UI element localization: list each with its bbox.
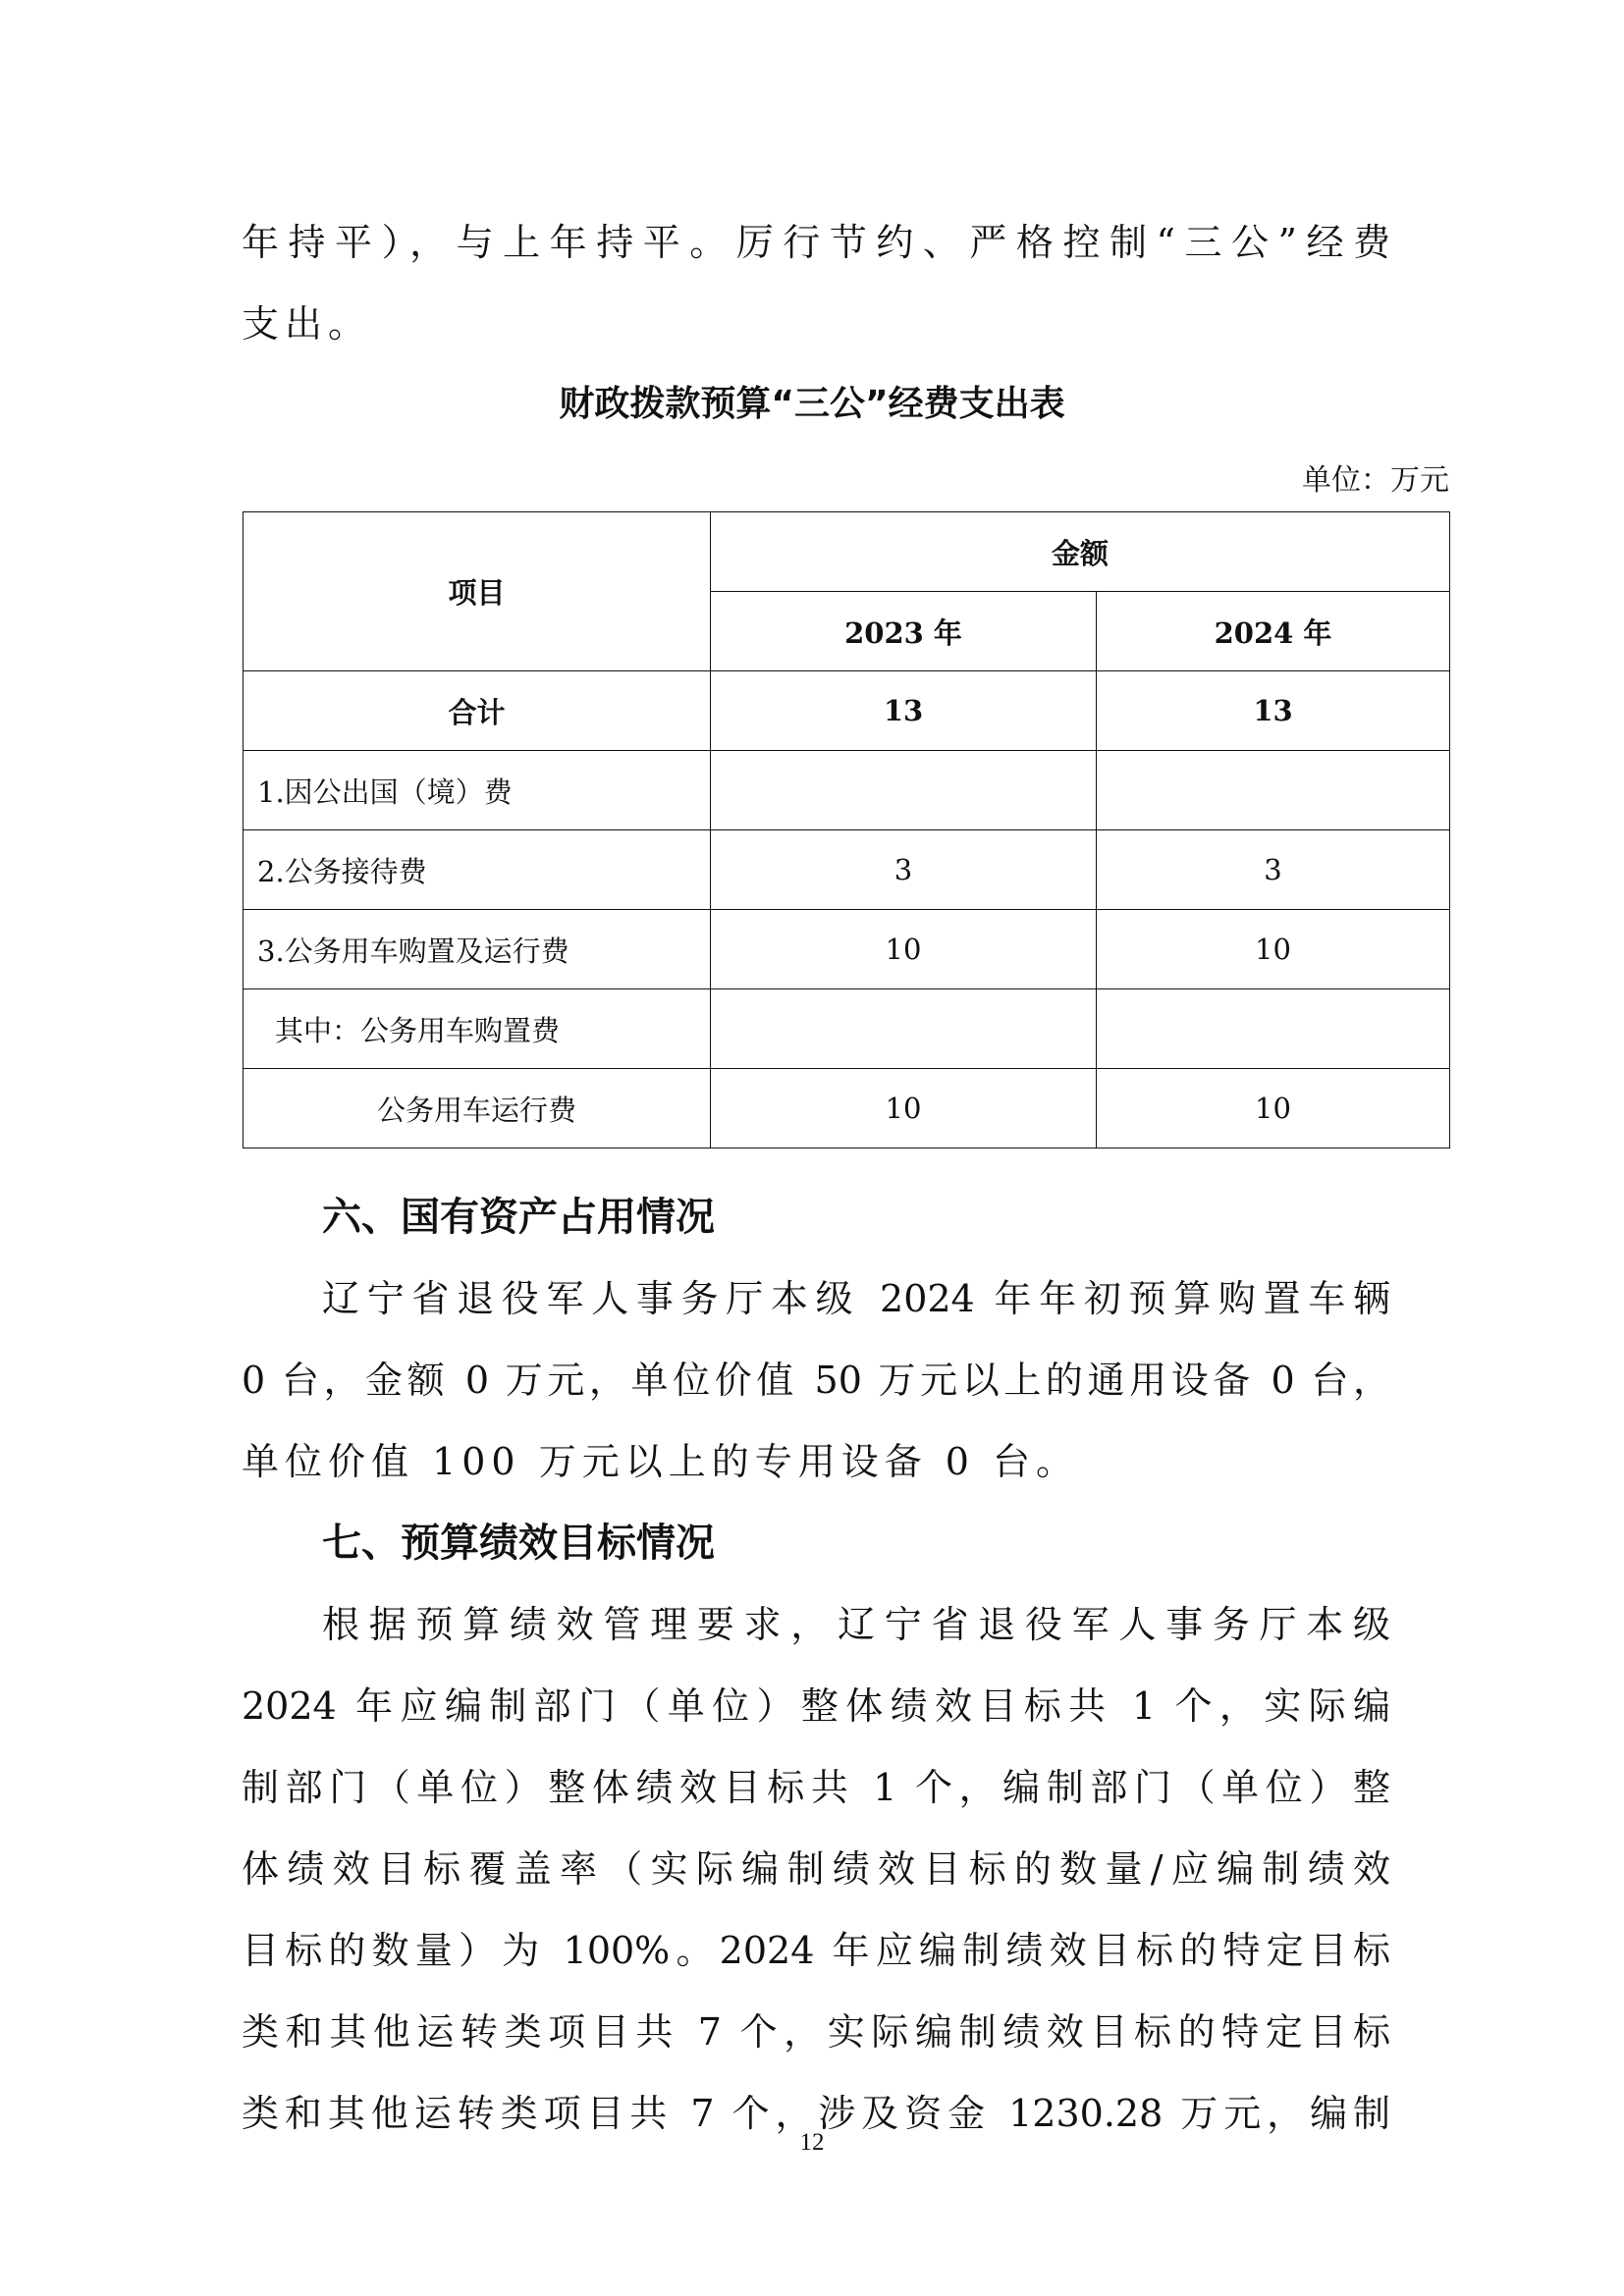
row-label: 1.因公出国（境）费 <box>244 751 711 830</box>
intro-line: 支出。 <box>242 302 372 346</box>
table-row-total <box>244 671 1450 751</box>
table-unit: 单位：万元 <box>1302 463 1449 498</box>
three-public-expenses-table <box>243 511 1450 1148</box>
cell-2024: 10 <box>1097 910 1450 989</box>
header-year-2024: 2024 年 <box>1097 592 1450 671</box>
cell-2024 <box>1097 751 1450 830</box>
row-label: 3.公务用车购置及运行费 <box>244 910 711 989</box>
table-title: 财政拨款预算“三公”经费支出表 <box>559 384 1065 424</box>
table-row <box>244 751 1450 830</box>
cell-2023 <box>711 751 1097 830</box>
cell-2023 <box>711 989 1097 1069</box>
row-label: 其中：公务用车购置费 <box>244 989 711 1069</box>
cell-2023: 10 <box>711 1069 1097 1148</box>
table-row <box>244 1069 1450 1148</box>
cell-2024: 13 <box>1097 671 1450 751</box>
table-row <box>244 989 1450 1069</box>
section-heading: 七、预算绩效目标情况 <box>322 1521 715 1566</box>
body-line: 2024 年应编制部门（单位）整体绩效目标共 1 个，实际编 <box>242 1684 1390 1728</box>
body-line: 类和其他运转类项目共 7 个，实际编制绩效目标的特定目标 <box>242 2010 1390 2054</box>
body-line: 单位价值 100 万元以上的专用设备 0 台。 <box>242 1440 1080 1483</box>
body-line: 根据预算绩效管理要求，辽宁省退役军人事务厅本级 <box>322 1603 1390 1646</box>
row-label: 合计 <box>244 671 711 751</box>
header-amount: 金额 <box>711 512 1450 592</box>
cell-2024: 3 <box>1097 830 1450 910</box>
table-header-row <box>244 512 1450 592</box>
body-line: 体绩效目标覆盖率（实际编制绩效目标的数量/应编制绩效 <box>242 1847 1390 1891</box>
page-number: 12 <box>799 2129 825 2156</box>
header-item: 项目 <box>244 512 711 671</box>
body-line: 目标的数量）为 100%。2024 年应编制绩效目标的特定目标 <box>242 1929 1390 1972</box>
cell-2023: 13 <box>711 671 1097 751</box>
cell-2023: 10 <box>711 910 1097 989</box>
cell-2024 <box>1097 989 1450 1069</box>
row-label: 公务用车运行费 <box>244 1069 711 1148</box>
cell-2023: 3 <box>711 830 1097 910</box>
body-line: 类和其他运转类项目共 7 个，涉及资金 1230.28 万元，编制 <box>242 2092 1390 2135</box>
table-row <box>244 830 1450 910</box>
table-row <box>244 910 1450 989</box>
cell-2024: 10 <box>1097 1069 1450 1148</box>
section-heading: 六、国有资产占用情况 <box>322 1195 715 1240</box>
row-label: 2.公务接待费 <box>244 830 711 910</box>
body-line: 0 台，金额 0 万元，单位价值 50 万元以上的通用设备 0 台， <box>242 1359 1390 1402</box>
intro-line: 年持平），与上年持平。厉行节约、严格控制“三公”经费 <box>242 221 1390 264</box>
body-line: 辽宁省退役军人事务厅本级 2024 年年初预算购置车辆 <box>322 1277 1390 1320</box>
body-line: 制部门（单位）整体绩效目标共 1 个，编制部门（单位）整 <box>242 1766 1390 1809</box>
header-year-2023: 2023 年 <box>711 592 1097 671</box>
